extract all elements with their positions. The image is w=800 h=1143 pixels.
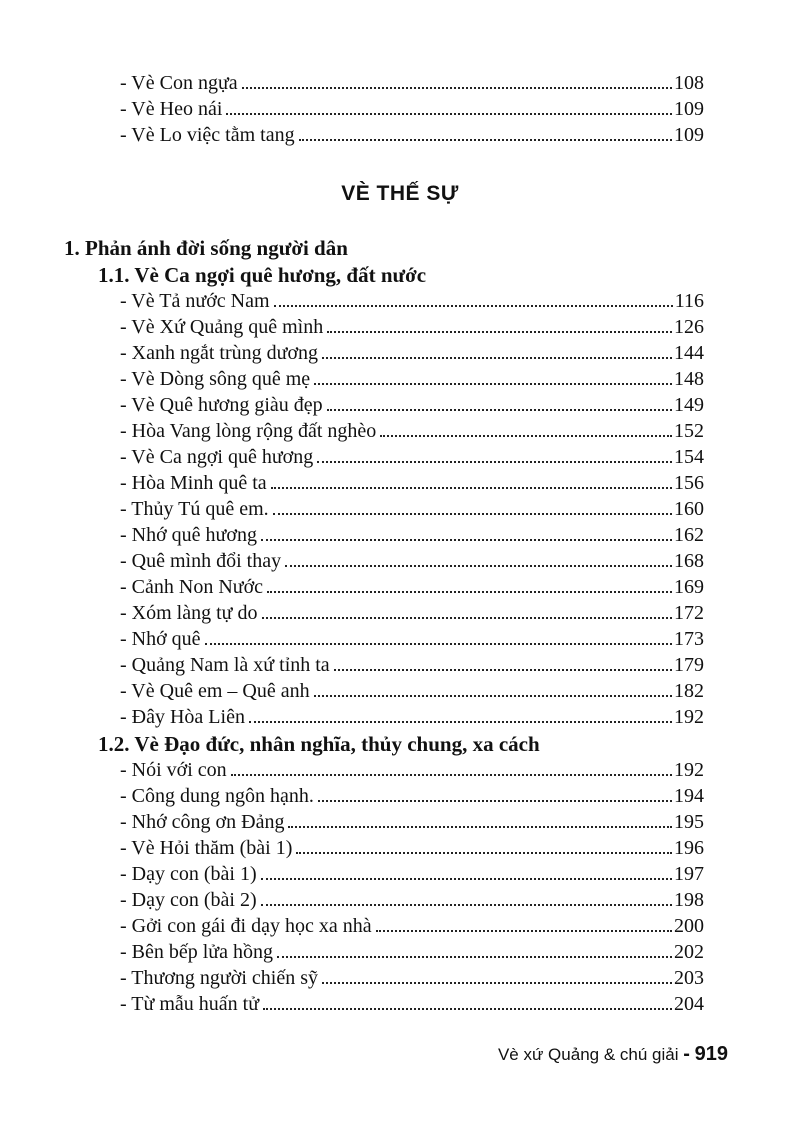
toc-entry-page-number: 179 [674, 654, 704, 676]
dot-leader [327, 409, 672, 411]
toc-entry-page-number: 202 [674, 941, 704, 963]
dot-leader [242, 87, 672, 89]
dot-leader [274, 305, 673, 307]
toc-entry-title: - Nhớ quê hương [120, 524, 257, 546]
toc-entry-title: - Dạy con (bài 1) [120, 863, 257, 885]
dot-leader [205, 643, 672, 645]
toc-entry [120, 835, 704, 861]
toc-entry [120, 288, 704, 314]
toc-entry [120, 340, 704, 366]
toc-entry-title: - Vè Xứ Quảng quê mình [120, 316, 324, 338]
toc-entry [120, 366, 704, 392]
toc-entry-page-number: 160 [674, 498, 704, 520]
toc-entry-page-number: 126 [674, 316, 704, 338]
toc-entry [120, 470, 704, 496]
dot-leader [231, 774, 672, 776]
dot-leader [322, 357, 672, 359]
toc-entry-title: - Cảnh Non Nước [120, 576, 264, 598]
dot-leader [327, 331, 672, 333]
toc-entry-title: - Nhớ công ơn Đảng [120, 811, 285, 833]
toc-entry-page-number: 197 [674, 863, 704, 885]
toc-entry [120, 122, 704, 148]
toc-entry-title: - Vè Con ngựa [120, 72, 238, 94]
chapter-heading: 1. Phản ánh đời sống người dân [64, 236, 348, 260]
toc-entry-page-number: 108 [674, 72, 704, 94]
dot-leader [261, 878, 672, 880]
toc-entry-title: - Vè Quê em – Quê anh [120, 680, 310, 702]
toc-entry-title: - Vè Dòng sông quê mẹ [120, 368, 311, 390]
section-heading: VÈ THẾ SỰ [341, 182, 459, 205]
toc-entry-page-number: 109 [674, 98, 704, 120]
toc-entry [120, 965, 704, 991]
toc-entry [120, 496, 704, 522]
toc-entry [120, 522, 704, 548]
toc-entry-page-number: 152 [674, 420, 704, 442]
dot-leader [277, 956, 672, 958]
toc-entry-title: - Gởi con gái đi dạy học xa nhà [120, 915, 372, 937]
dot-leader [261, 904, 672, 906]
dot-leader [288, 826, 672, 828]
dot-leader [262, 617, 673, 619]
toc-entry-page-number: 149 [674, 394, 704, 416]
toc-entry-page-number: 203 [674, 967, 704, 989]
toc-entry-title: - Vè Hỏi thăm (bài 1) [120, 837, 293, 859]
dot-leader [314, 383, 672, 385]
toc-entry-title: - Vè Lo việc tằm tang [120, 124, 295, 146]
toc-entry-page-number: 182 [674, 680, 704, 702]
dot-leader [322, 982, 672, 984]
toc-entry-page-number: 144 [674, 342, 704, 364]
dot-leader [267, 591, 672, 593]
toc-entry [120, 939, 704, 965]
toc-entry-title: - Quảng Nam là xứ tỉnh ta [120, 654, 330, 676]
toc-entry-page-number: 196 [674, 837, 704, 859]
toc-entry-title: - Dạy con (bài 2) [120, 889, 257, 911]
dot-leader [273, 513, 672, 515]
toc-entry-page-number: 168 [674, 550, 704, 572]
toc-entry-title: - Đây Hòa Liên [120, 706, 245, 728]
toc-entry [120, 913, 704, 939]
toc-entry-title: - Hòa Vang lòng rộng đất nghèo [120, 420, 377, 442]
toc-entry-title: - Quê mình đổi thay [120, 550, 282, 572]
toc-entry-page-number: 154 [674, 446, 704, 468]
dot-leader [318, 800, 672, 802]
toc-entry [120, 548, 704, 574]
toc-entry-title: - Xanh ngắt trùng dương [120, 342, 319, 364]
toc-entry-page-number: 156 [674, 472, 704, 494]
toc-entry [120, 783, 704, 809]
toc-entry [120, 991, 704, 1017]
toc-entry-page-number: 116 [674, 290, 704, 312]
footer-book-title: Vè xứ Quảng & chú giải [497, 1045, 679, 1064]
toc-entry [120, 444, 704, 470]
toc-entry-title: - Từ mẫu huấn tử [120, 993, 260, 1015]
toc-entry-title: - Vè Heo nái [120, 98, 223, 120]
toc-entry-title: - Vè Ca ngợi quê hương [120, 446, 314, 468]
dot-leader [261, 539, 672, 541]
toc-entry [120, 418, 704, 444]
dot-leader [249, 721, 672, 723]
subsection-heading-1-2: 1.2. Vè Đạo đức, nhân nghĩa, thủy chung, xa cách [98, 732, 540, 756]
toc-entry [120, 704, 704, 730]
dot-leader [296, 852, 672, 854]
dot-leader [271, 487, 672, 489]
toc-entry-page-number: 204 [674, 993, 704, 1015]
toc-entry-page-number: 172 [674, 602, 704, 624]
toc-entry-title: - Bên bếp lửa hồng [120, 941, 274, 963]
subsection-heading-1-1: 1.1. Vè Ca ngợi quê hương, đất nước [98, 263, 427, 287]
toc-entry-title: - Xóm làng tự do [120, 602, 258, 624]
toc-entry [120, 96, 704, 122]
toc-entry [120, 626, 704, 652]
toc-entry-title: - Công dung ngôn hạnh. [120, 785, 314, 807]
toc-entry [120, 574, 704, 600]
toc-entry [120, 887, 704, 913]
toc-entry-page-number: 200 [674, 915, 704, 937]
toc-entry-title: - Hòa Minh quê ta [120, 472, 267, 494]
toc-entry-page-number: 192 [674, 706, 704, 728]
toc-entry-page-number: 169 [674, 576, 704, 598]
dot-leader [263, 1008, 672, 1010]
dot-leader [314, 695, 672, 697]
toc-entry-page-number: 195 [674, 811, 704, 833]
toc-entry-title: - Thương người chiến sỹ [120, 967, 318, 989]
toc-entry [120, 70, 704, 96]
toc-entry-title: - Nhớ quê [120, 628, 201, 650]
toc-entry-page-number: 109 [674, 124, 704, 146]
toc-entry-title: - Thủy Tú quê em. [120, 498, 269, 520]
toc-entry [120, 652, 704, 678]
toc-entry-title: - Nói với con [120, 759, 227, 781]
page-footer [498, 1043, 728, 1066]
toc-entry [120, 314, 704, 340]
toc-entry-title: - Vè Tả nước Nam [120, 290, 270, 312]
dot-leader [380, 435, 672, 437]
footer-separator: - [683, 1043, 690, 1065]
toc-entry [120, 678, 704, 704]
toc-entry [120, 600, 704, 626]
toc-entry-page-number: 192 [674, 759, 704, 781]
dot-leader [226, 113, 672, 115]
dot-leader [334, 669, 672, 671]
toc-entry-page-number: 173 [674, 628, 704, 650]
toc-entry-page-number: 162 [674, 524, 704, 546]
toc-entry [120, 392, 704, 418]
toc-entry-page-number: 148 [674, 368, 704, 390]
dot-leader [376, 930, 672, 932]
dot-leader [285, 565, 672, 567]
dot-leader [299, 139, 672, 141]
toc-entry-title: - Vè Quê hương giàu đẹp [120, 394, 323, 416]
dot-leader [317, 461, 672, 463]
toc-entry [120, 809, 704, 835]
toc-entry [120, 861, 704, 887]
toc-entry-page-number: 194 [674, 785, 704, 807]
toc-entry-page-number: 198 [674, 889, 704, 911]
footer-page-number: 919 [694, 1043, 728, 1065]
toc-entry [120, 757, 704, 783]
